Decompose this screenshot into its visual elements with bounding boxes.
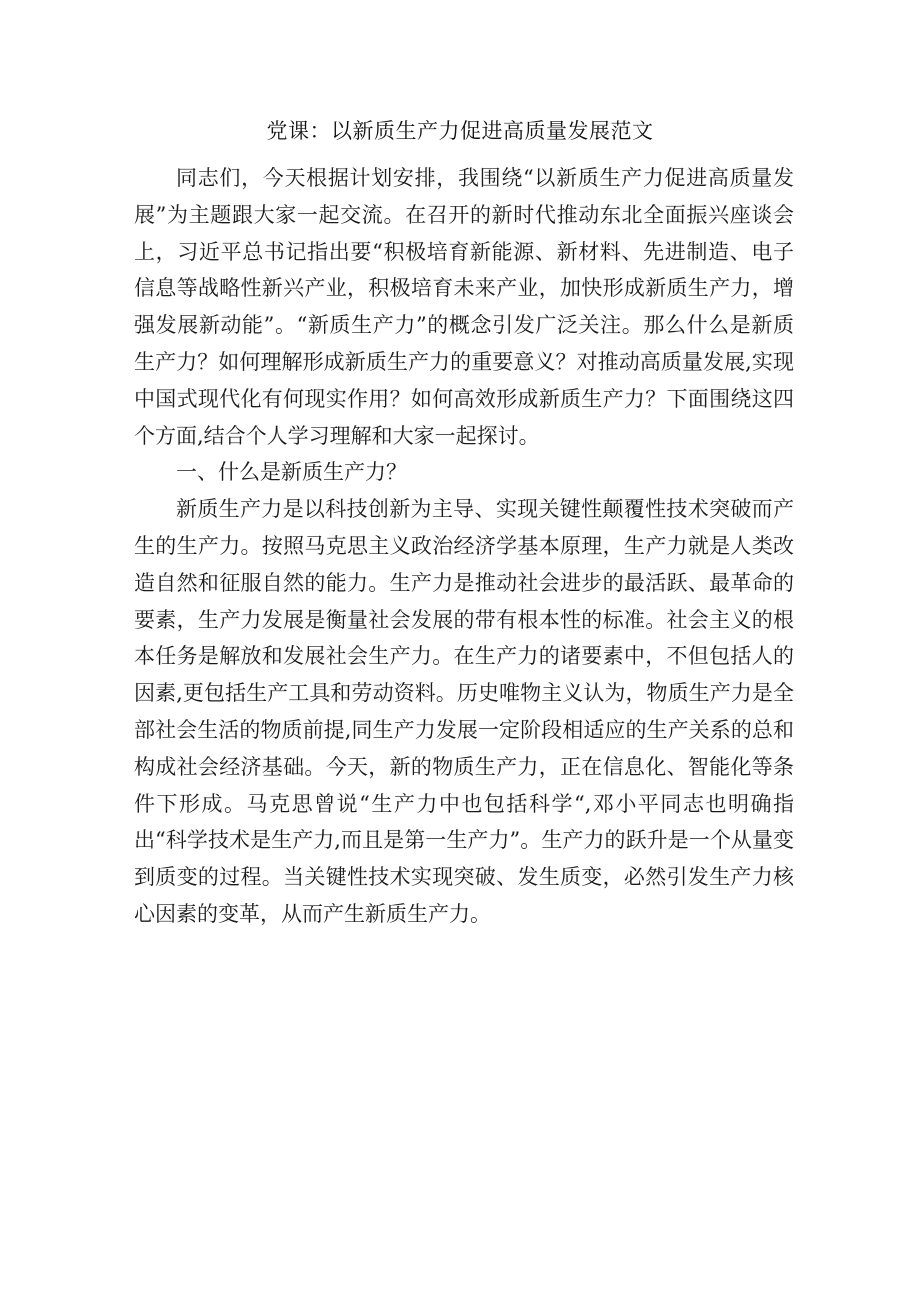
paragraph-intro: 同志们，今天根据计划安排，我围绕“以新质生产力促进高质量发展”为主题跟大家一起交流。在召开的新时代推动东北全面振兴座谈会上，习近平总书记指出要“积极培育新能源、新材料、先进制造、电子信息等战略性新兴产业，积极培育未来产业，加快形成新质生产力，增强发展新动能”。“新质生产力”的概念引发广泛关注。那么什么是新质生产力？如何理解形成新质生产力的重要意义？对推动高质量发展,实现中国式现代化有何现实作用？如何高效形成新质生产力？下面围绕这四个方面,结合个人学习理解和大家一起探讨。: [134, 166, 794, 448]
paragraph-section-1: 新质生产力是以科技创新为主导、实现关键性颠覆性技术突破而产生的生产力。按照马克思主义政治经济学基本原理，生产力就是人类改造自然和征服自然的能力。生产力是推动社会进步的最活跃、最革命的要素，生产力发展是衡量社会发展的带有根本性的标准。社会主义的根本任务是解放和发展社会生产力。在生产力的诸要素中，不但包括人的因素,更包括生产工具和劳动资料。历史唯物主义认为，物质生产力是全部社会生活的物质前提,同生产力发展一定阶段相适应的生产关系的总和构成社会经济基础。今天，新的物质生产力，正在信息化、智能化等条件下形成。马克思曾说“生产力中也包括科学“,邓小平同志也明确指出“科学技术是生产力,而且是第一生产力”。生产力的跃升是一个从量变到质变的过程。当关键性技术实现突破、发生质变，必然引发生产力核心因素的变革，从而产生新质生产力。: [134, 497, 794, 926]
section-heading-1: 一、什么是新质生产力？: [176, 460, 407, 485]
document-body: [134, 160, 794, 933]
document-title: 党课：以新质生产力促进高质量发展范文: [266, 119, 654, 143]
